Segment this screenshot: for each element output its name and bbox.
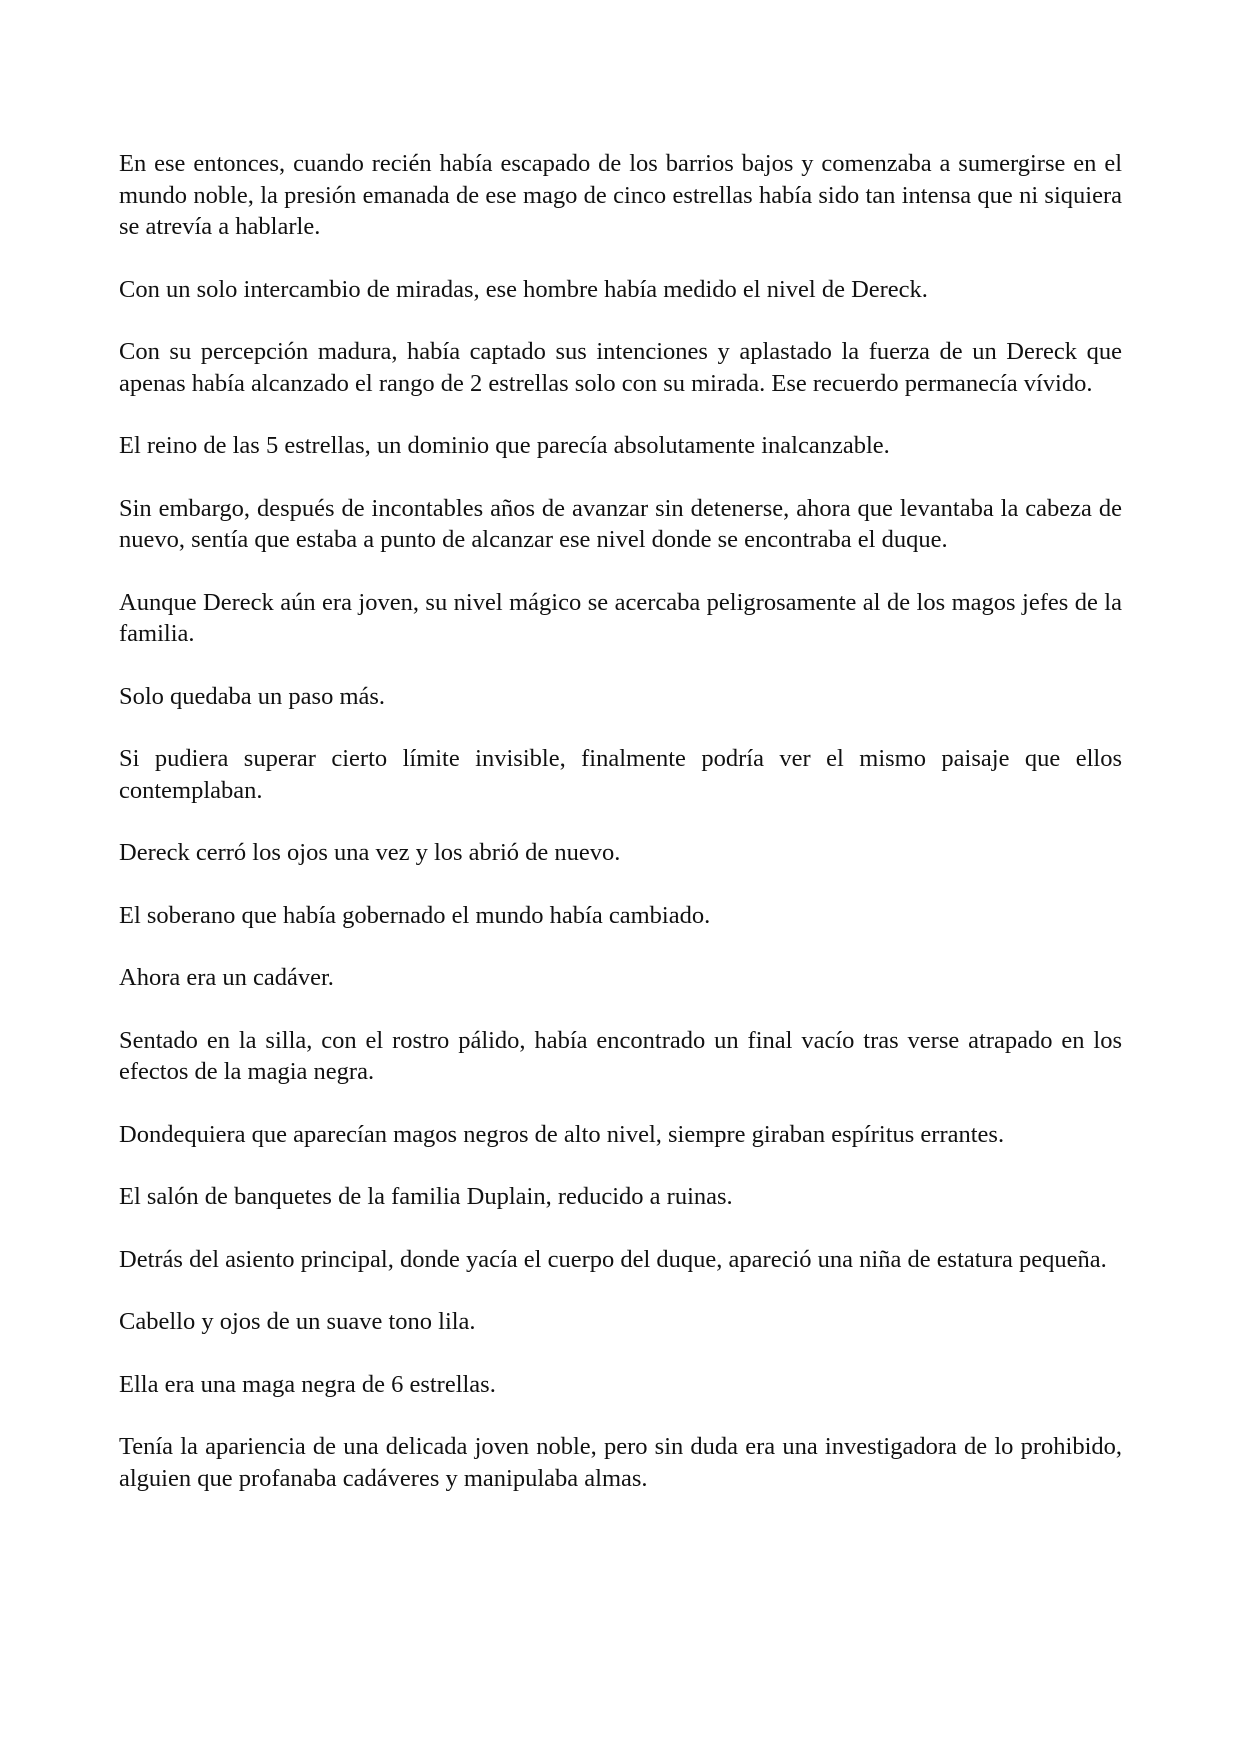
- paragraph-13: Dondequiera que aparecían magos negros de alto nivel, siempre giraban espíritus errantes.: [119, 1120, 1005, 1148]
- paragraph-17: Ella era una maga negra de 6 estrellas.: [119, 1370, 496, 1398]
- paragraph-2: Con un solo intercambio de miradas, ese hombre había medido el nivel de Dereck.: [119, 275, 928, 303]
- paragraph-8: Si pudiera superar cierto límite invisible, finalmente podría ver el mismo paisaje que ellos contemplaban.: [119, 745, 1122, 804]
- paragraph-9: Dereck cerró los ojos una vez y los abrió de nuevo.: [119, 839, 621, 866]
- paragraph-11: Ahora era un cadáver.: [119, 964, 334, 991]
- paragraph-15: Detrás del asiento principal, donde yacía el cuerpo del duque, apareció una niña de estatura pequeña.: [119, 1245, 1107, 1273]
- paragraph-4: El reino de las 5 estrellas, un dominio que parecía absolutamente inalcanzable.: [119, 432, 890, 459]
- paragraph-18: Tenía la apariencia de una delicada joven noble, pero sin duda era una investigadora de lo prohibido, alguien que profanaba cadáveres y manipulaba almas.: [119, 1433, 1122, 1492]
- paragraph-5: Sin embargo, después de incontables años de avanzar sin detenerse, ahora que levantaba la cabeza de nuevo, sentía que estaba a punto de alcanzar ese nivel donde se encontraba el duque.: [119, 494, 1122, 553]
- body-text: [119, 148, 1122, 1525]
- paragraph-16: Cabello y ojos de un suave tono lila.: [119, 1308, 476, 1335]
- paragraph-3: Con su percepción madura, había captado sus intenciones y aplastado la fuerza de un Dereck que apenas había alcanzado el rango de 2 estrellas solo con su mirada. Ese recuerdo permanecía vívido.: [119, 338, 1122, 397]
- paragraph-7: Solo quedaba un paso más.: [119, 682, 386, 710]
- paragraph-12: Sentado en la silla, con el rostro pálido, había encontrado un final vacío tras verse atrapado en los efectos de la magia negra.: [119, 1026, 1122, 1085]
- paragraph-14: El salón de banquetes de la familia Duplain, reducido a ruinas.: [119, 1183, 733, 1210]
- paragraph-6: Aunque Dereck aún era joven, su nivel mágico se acercaba peligrosamente al de los magos jefes de la familia.: [119, 588, 1122, 647]
- paragraph-1: En ese entonces, cuando recién había escapado de los barrios bajos y comenzaba a sumergirse en el mundo noble, la presión emanada de ese mago de cinco estrellas había sido tan intensa que ni siquiera se atrevía a hablarle.: [119, 150, 1122, 240]
- paragraph-10: El soberano que había gobernado el mundo había cambiado.: [119, 901, 711, 929]
